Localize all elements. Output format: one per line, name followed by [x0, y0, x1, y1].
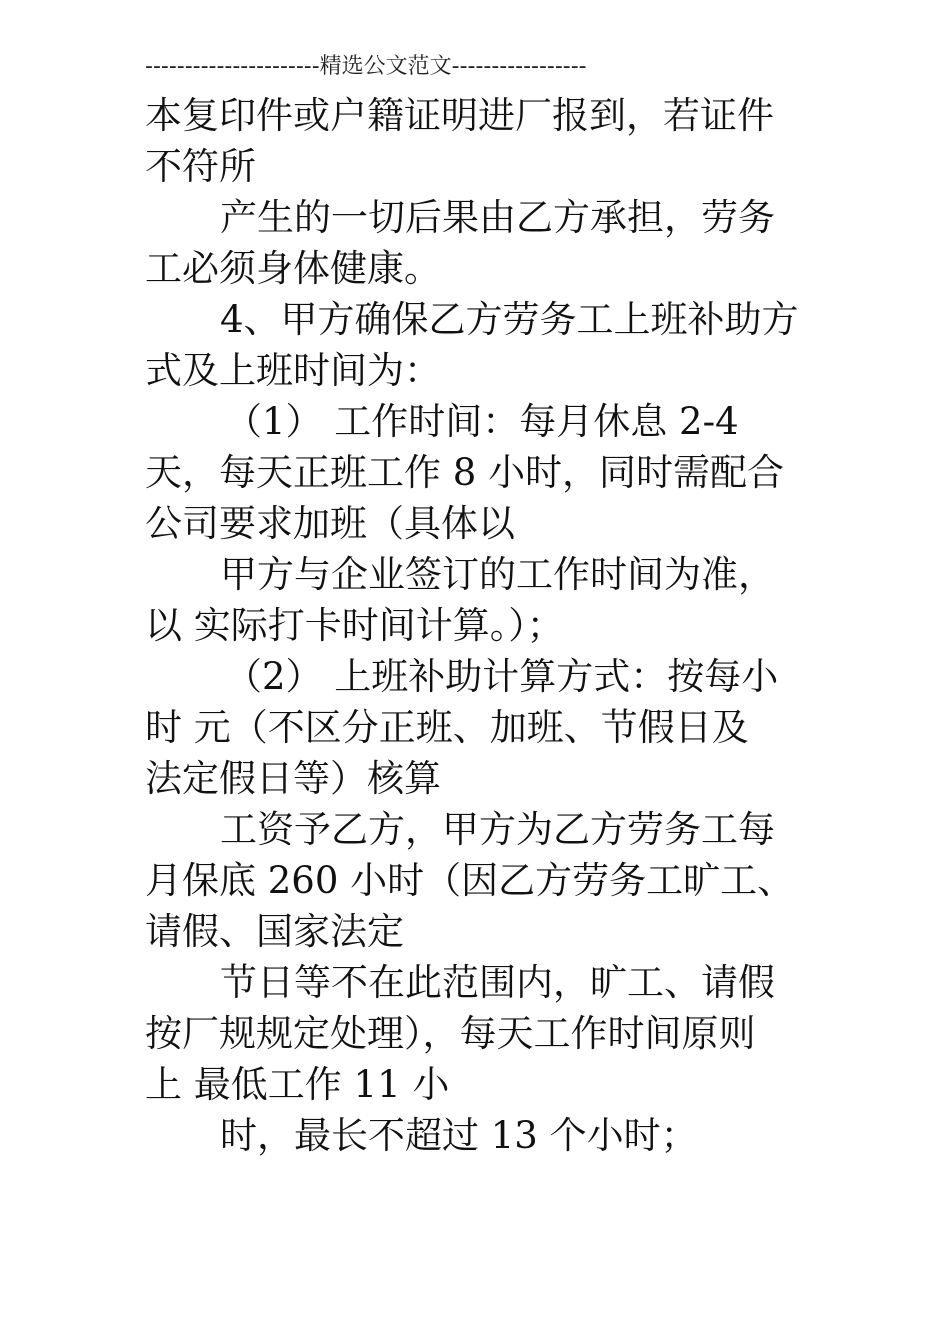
text-line: 按厂规规定处理），每天工作时间原则: [145, 1012, 756, 1055]
text-line: 法定假日等）核算: [145, 757, 441, 800]
text-line: 公司要求加班（具体以: [145, 502, 515, 545]
text-line: 产生的一切后果由乙方承担，劳务: [220, 196, 775, 239]
text-line: 不符所: [145, 145, 256, 188]
text-line: 式及上班时间为：: [145, 349, 441, 392]
text-line: 请假、国家法定: [145, 910, 404, 953]
text-line: 甲方与企业签订的工作时间为准，: [220, 553, 775, 596]
text-line: 时，最长不超过 13 个小时；: [220, 1114, 698, 1157]
text-line: 月保底 260 小时（因乙方劳务工旷工、: [145, 859, 795, 902]
text-line: （2） 上班补助计算方式：按每小: [225, 655, 779, 698]
text-line: 以 实际打卡时间计算。）；: [145, 604, 564, 647]
text-line: 上 最低工作 11 小: [145, 1063, 450, 1106]
page-header: ----------------------精选公文范文-----------------: [145, 54, 587, 79]
text-line: 天，每天正班工作 8 小时，同时需配合: [145, 451, 785, 494]
text-line: 4、甲方确保乙方劳务工上班补助方: [220, 298, 799, 341]
text-line: 工资予乙方，甲方为乙方劳务工每: [220, 808, 775, 851]
text-line: 工必须身体健康。: [145, 247, 441, 290]
text-line: （1） 工作时间：每月休息 2-4: [225, 400, 739, 443]
text-line: 时 元（不区分正班、加班、节假日及: [145, 706, 749, 749]
document-body: [145, 90, 825, 1161]
text-line: 本复印件或户籍证明进厂报到，若证件: [145, 94, 774, 137]
text-line: 节日等不在此范围内，旷工、请假: [220, 961, 775, 1004]
